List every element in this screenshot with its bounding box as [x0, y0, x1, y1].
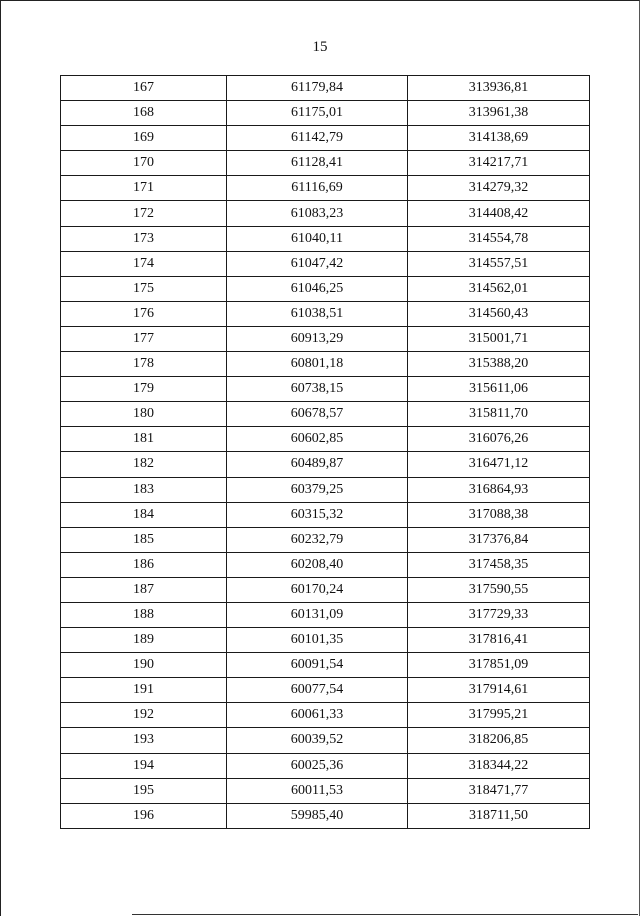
- x-coordinate-cell: 60602,85: [227, 427, 408, 452]
- x-coordinate-cell: 61047,42: [227, 251, 408, 276]
- y-coordinate-cell: 315388,20: [408, 352, 590, 377]
- y-coordinate-cell: 313961,38: [408, 101, 590, 126]
- x-coordinate-cell: 60131,09: [227, 602, 408, 627]
- table-row: [61, 226, 590, 251]
- x-coordinate-cell: 60678,57: [227, 402, 408, 427]
- table-row: [61, 527, 590, 552]
- x-coordinate-cell: 61116,69: [227, 176, 408, 201]
- x-coordinate-cell: 60738,15: [227, 377, 408, 402]
- y-coordinate-cell: 314560,43: [408, 301, 590, 326]
- point-number-cell: 190: [61, 653, 227, 678]
- x-coordinate-cell: 60091,54: [227, 653, 408, 678]
- table-row: [61, 352, 590, 377]
- x-coordinate-cell: 60379,25: [227, 477, 408, 502]
- y-coordinate-cell: 317995,21: [408, 703, 590, 728]
- y-coordinate-cell: 317088,38: [408, 502, 590, 527]
- point-number-cell: 168: [61, 101, 227, 126]
- point-number-cell: 193: [61, 728, 227, 753]
- table-row: [61, 577, 590, 602]
- y-coordinate-cell: 318206,85: [408, 728, 590, 753]
- x-coordinate-cell: 61046,25: [227, 276, 408, 301]
- point-number-cell: 175: [61, 276, 227, 301]
- y-coordinate-cell: 317458,35: [408, 552, 590, 577]
- y-coordinate-cell: 314408,42: [408, 201, 590, 226]
- point-number-cell: 183: [61, 477, 227, 502]
- y-coordinate-cell: 318344,22: [408, 753, 590, 778]
- x-coordinate-cell: 61179,84: [227, 76, 408, 101]
- table-row: [61, 101, 590, 126]
- table-row: [61, 477, 590, 502]
- point-number-cell: 181: [61, 427, 227, 452]
- table-row: [61, 803, 590, 828]
- y-coordinate-cell: 315001,71: [408, 326, 590, 351]
- x-coordinate-cell: 61128,41: [227, 151, 408, 176]
- point-number-cell: 172: [61, 201, 227, 226]
- point-number-cell: 176: [61, 301, 227, 326]
- x-coordinate-cell: 60101,35: [227, 628, 408, 653]
- table-row: [61, 728, 590, 753]
- point-number-cell: 174: [61, 251, 227, 276]
- y-coordinate-cell: 314557,51: [408, 251, 590, 276]
- y-coordinate-cell: 314279,32: [408, 176, 590, 201]
- point-number-cell: 180: [61, 402, 227, 427]
- table-row: [61, 602, 590, 627]
- table-row: [61, 753, 590, 778]
- point-number-cell: 185: [61, 527, 227, 552]
- y-coordinate-cell: 318711,50: [408, 803, 590, 828]
- table-row: [61, 427, 590, 452]
- point-number-cell: 195: [61, 778, 227, 803]
- x-coordinate-cell: 60232,79: [227, 527, 408, 552]
- point-number-cell: 192: [61, 703, 227, 728]
- table-row: [61, 251, 590, 276]
- coordinates-table: [60, 75, 590, 829]
- y-coordinate-cell: 314138,69: [408, 126, 590, 151]
- table-row: [61, 201, 590, 226]
- y-coordinate-cell: 315811,70: [408, 402, 590, 427]
- y-coordinate-cell: 317376,84: [408, 527, 590, 552]
- point-number-cell: 178: [61, 352, 227, 377]
- point-number-cell: 188: [61, 602, 227, 627]
- x-coordinate-cell: 61040,11: [227, 226, 408, 251]
- y-coordinate-cell: 317851,09: [408, 653, 590, 678]
- bottom-rule: [132, 914, 638, 915]
- table-row: [61, 326, 590, 351]
- point-number-cell: 169: [61, 126, 227, 151]
- point-number-cell: 179: [61, 377, 227, 402]
- y-coordinate-cell: 317816,41: [408, 628, 590, 653]
- x-coordinate-cell: 60077,54: [227, 678, 408, 703]
- point-number-cell: 184: [61, 502, 227, 527]
- table-row: [61, 126, 590, 151]
- x-coordinate-cell: 60170,24: [227, 577, 408, 602]
- table-row: [61, 452, 590, 477]
- table-row: [61, 276, 590, 301]
- y-coordinate-cell: 314554,78: [408, 226, 590, 251]
- point-number-cell: 194: [61, 753, 227, 778]
- y-coordinate-cell: 314562,01: [408, 276, 590, 301]
- point-number-cell: 173: [61, 226, 227, 251]
- table-row: [61, 151, 590, 176]
- x-coordinate-cell: 60039,52: [227, 728, 408, 753]
- x-coordinate-cell: 61142,79: [227, 126, 408, 151]
- y-coordinate-cell: 315611,06: [408, 377, 590, 402]
- table-row: [61, 653, 590, 678]
- x-coordinate-cell: 60208,40: [227, 552, 408, 577]
- table-row: [61, 76, 590, 101]
- point-number-cell: 187: [61, 577, 227, 602]
- x-coordinate-cell: 59985,40: [227, 803, 408, 828]
- x-coordinate-cell: 60025,36: [227, 753, 408, 778]
- y-coordinate-cell: 316864,93: [408, 477, 590, 502]
- point-number-cell: 171: [61, 176, 227, 201]
- point-number-cell: 189: [61, 628, 227, 653]
- point-number-cell: 177: [61, 326, 227, 351]
- y-coordinate-cell: 317729,33: [408, 602, 590, 627]
- coordinates-table-body: [61, 76, 590, 829]
- table-row: [61, 703, 590, 728]
- table-row: [61, 552, 590, 577]
- table-row: [61, 778, 590, 803]
- y-coordinate-cell: 313936,81: [408, 76, 590, 101]
- y-coordinate-cell: 316471,12: [408, 452, 590, 477]
- y-coordinate-cell: 318471,77: [408, 778, 590, 803]
- point-number-cell: 182: [61, 452, 227, 477]
- x-coordinate-cell: 60315,32: [227, 502, 408, 527]
- point-number-cell: 186: [61, 552, 227, 577]
- table-row: [61, 502, 590, 527]
- table-row: [61, 176, 590, 201]
- point-number-cell: 167: [61, 76, 227, 101]
- x-coordinate-cell: 60011,53: [227, 778, 408, 803]
- x-coordinate-cell: 61038,51: [227, 301, 408, 326]
- y-coordinate-cell: 317914,61: [408, 678, 590, 703]
- table-row: [61, 301, 590, 326]
- table-row: [61, 377, 590, 402]
- table-row: [61, 678, 590, 703]
- point-number-cell: 170: [61, 151, 227, 176]
- y-coordinate-cell: 316076,26: [408, 427, 590, 452]
- y-coordinate-cell: 314217,71: [408, 151, 590, 176]
- x-coordinate-cell: 61175,01: [227, 101, 408, 126]
- x-coordinate-cell: 60913,29: [227, 326, 408, 351]
- x-coordinate-cell: 60061,33: [227, 703, 408, 728]
- table-row: [61, 402, 590, 427]
- point-number-cell: 196: [61, 803, 227, 828]
- page-number: 15: [312, 39, 328, 55]
- x-coordinate-cell: 60801,18: [227, 352, 408, 377]
- x-coordinate-cell: 61083,23: [227, 201, 408, 226]
- y-coordinate-cell: 317590,55: [408, 577, 590, 602]
- point-number-cell: 191: [61, 678, 227, 703]
- table-row: [61, 628, 590, 653]
- x-coordinate-cell: 60489,87: [227, 452, 408, 477]
